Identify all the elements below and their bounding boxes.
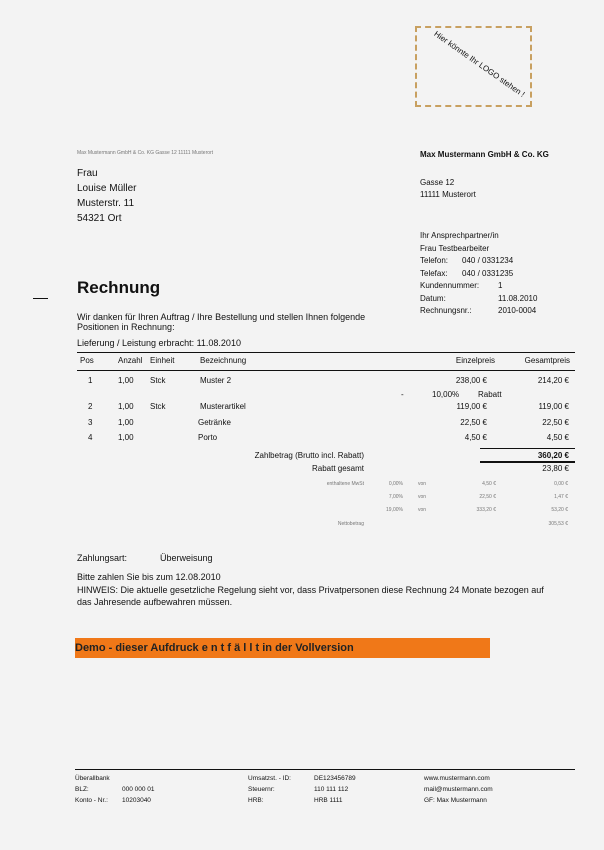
table-top-rule	[77, 352, 575, 353]
payment-method: Überweisung	[160, 553, 213, 563]
cell-unit-price: 22,50 €	[460, 418, 487, 427]
date-label: Datum:	[420, 293, 446, 303]
cell-qty: 1,00	[118, 433, 134, 442]
vat-von: von	[418, 494, 427, 500]
invoice-number: 2010-0004	[498, 306, 537, 315]
vat-id: DE123456789	[314, 775, 356, 782]
fax: 040 / 0331235	[462, 268, 514, 278]
vat-base: 333,20 €	[476, 507, 496, 513]
customer-label: Kundennummer:	[420, 281, 480, 290]
company-name: Max Mustermann GmbH & Co. KG	[420, 150, 549, 159]
header-qty: Anzahl	[118, 356, 143, 365]
bank-name: Überallbank	[75, 775, 110, 782]
footer-rule	[75, 769, 575, 770]
managing-director: GF: Max Mustermann	[424, 797, 487, 804]
discount-total: 23,80 €	[542, 464, 569, 473]
intro-text	[77, 312, 365, 332]
header-desc: Bezeichnung	[200, 356, 247, 365]
recipient-line: 54321 Ort	[77, 213, 122, 224]
discount-label: Rabatt	[478, 390, 502, 399]
hrb-label: HRB:	[248, 797, 264, 804]
discount-percent: 10,00%	[432, 390, 460, 399]
hrb: HRB 1111	[314, 797, 343, 804]
header-unit: Einheit	[150, 356, 175, 365]
cell-desc: Musterartikel	[200, 402, 246, 411]
tax-number: 110 111 112	[314, 786, 349, 793]
account-number: 10203040	[122, 797, 151, 804]
header-total: Gesamtpreis	[524, 356, 570, 365]
vat-rate: 7,00%	[388, 494, 403, 500]
recipient-address	[77, 166, 136, 226]
cell-pos: 2	[88, 402, 93, 411]
header-pos: Pos	[80, 356, 94, 365]
contact-person: Frau Testbearbeiter	[420, 243, 490, 253]
recipient-line: Musterstr. 11	[77, 198, 135, 209]
table-header-rule	[77, 370, 575, 371]
pay-label: Zahlbetrag (Brutto incl. Rabatt)	[254, 451, 364, 460]
vat-von: von	[418, 481, 427, 487]
payment-note: HINWEIS: Die aktuelle gesetzliche Regelung sieht vor, dass Privatpersonen diese Rechnung 24 Monate bezogen auf	[77, 585, 544, 595]
cell-unit: Stck	[150, 402, 166, 411]
sender-line: Max Mustermann GmbH & Co. KG Gasse 12 11111 Musterort	[77, 150, 214, 156]
footer-bank	[75, 773, 155, 806]
cell-pos: 4	[88, 433, 93, 442]
page-title: Rechnung	[77, 278, 161, 297]
account-label: Konto - Nr.:	[75, 797, 108, 804]
vat-label: enthaltene MwSt	[326, 481, 364, 487]
vat-rate: 0,00%	[388, 481, 403, 487]
invoice-number-label: Rechnungsnr.:	[420, 306, 472, 315]
company-street: Gasse 12	[420, 178, 455, 187]
discount-total-label: Rabatt gesamt	[311, 464, 364, 473]
vat-amount: 1,47 €	[554, 494, 568, 500]
table-header	[80, 356, 575, 368]
cell-unit: Stck	[150, 376, 166, 385]
logo-text: Hier könnte Ihr LOGO stehen !	[432, 29, 527, 99]
cell-desc: Porto	[198, 433, 218, 442]
discount-dash: -	[401, 390, 404, 399]
net-amount: 305,53 €	[548, 521, 568, 527]
cell-unit-price: 238,00 €	[455, 376, 487, 385]
vat-von: von	[418, 507, 427, 513]
pay-amount: 360,20 €	[537, 451, 569, 460]
cell-unit-price: 119,00 €	[456, 402, 487, 411]
logo-placeholder	[415, 26, 532, 107]
tax-number-label: Steuernr:	[248, 786, 275, 793]
vat-rate: 19,00%	[386, 507, 403, 513]
footer-contact	[424, 773, 493, 806]
payment-note: das Jahresende aufbewahren müssen.	[77, 597, 233, 607]
vat-id-label: Umsatzst. - ID:	[248, 775, 291, 782]
payment-label: Zahlungsart:	[77, 553, 128, 563]
cell-pos: 1	[88, 376, 93, 385]
net-label: Nettobetrag	[337, 521, 364, 527]
phone-label: Telefon:	[420, 256, 449, 265]
email[interactable]: mail@mustermann.com	[424, 786, 493, 793]
recipient-line: Frau	[77, 168, 98, 179]
header-unit-price: Einzelpreis	[455, 356, 495, 365]
intro-line: Wir danken für Ihren Auftrag / Ihre Bestellung und stellen Ihnen folgende	[77, 312, 366, 322]
cell-qty: 1,00	[118, 418, 134, 427]
fold-mark	[33, 298, 48, 299]
contact-block	[420, 230, 537, 318]
footer-tax	[248, 773, 356, 806]
customer-number: 1	[498, 281, 503, 290]
website[interactable]: www.mustermann.com	[424, 775, 490, 782]
cell-qty: 1,00	[118, 376, 134, 385]
contact-title: Ihr Ansprechpartner/in	[420, 231, 499, 240]
total-rule	[480, 448, 575, 449]
vat-amount: 53,20 €	[551, 507, 568, 513]
phone: 040 / 0331234	[462, 256, 514, 265]
vat-base: 4,50 €	[482, 481, 496, 487]
invoice-date: 11.08.2010	[498, 293, 538, 303]
blz: 000 000 01	[122, 786, 155, 793]
cell-total: 4,50 €	[546, 433, 569, 442]
cell-total: 214,20 €	[537, 376, 569, 385]
cell-desc: Muster 2	[200, 376, 232, 385]
cell-pos: 3	[88, 418, 93, 427]
demo-banner: Demo - dieser Aufdruck e n t f ä l l t in der Vollversion	[75, 638, 490, 658]
cell-qty: 1,00	[118, 402, 134, 411]
vat-amount: 0,00 €	[554, 481, 568, 487]
recipient-line: Louise Müller	[77, 183, 137, 194]
cell-total: 119,00 €	[538, 402, 569, 411]
payment-due: Bitte zahlen Sie bis zum 12.08.2010	[77, 572, 221, 582]
cell-desc: Getränke	[198, 418, 231, 427]
cell-total: 22,50 €	[542, 418, 569, 427]
vat-base: 22,50 €	[479, 494, 496, 500]
intro-line: Positionen in Rechnung:	[77, 322, 175, 332]
blz-label: BLZ:	[75, 786, 89, 793]
company-city: 11111 Musterort	[420, 190, 476, 199]
total-double-rule	[480, 461, 575, 463]
cell-unit-price: 4,50 €	[464, 433, 487, 442]
fax-label: Telefax:	[420, 268, 448, 278]
delivery-date: Lieferung / Leistung erbracht: 11.08.2010	[77, 338, 241, 348]
